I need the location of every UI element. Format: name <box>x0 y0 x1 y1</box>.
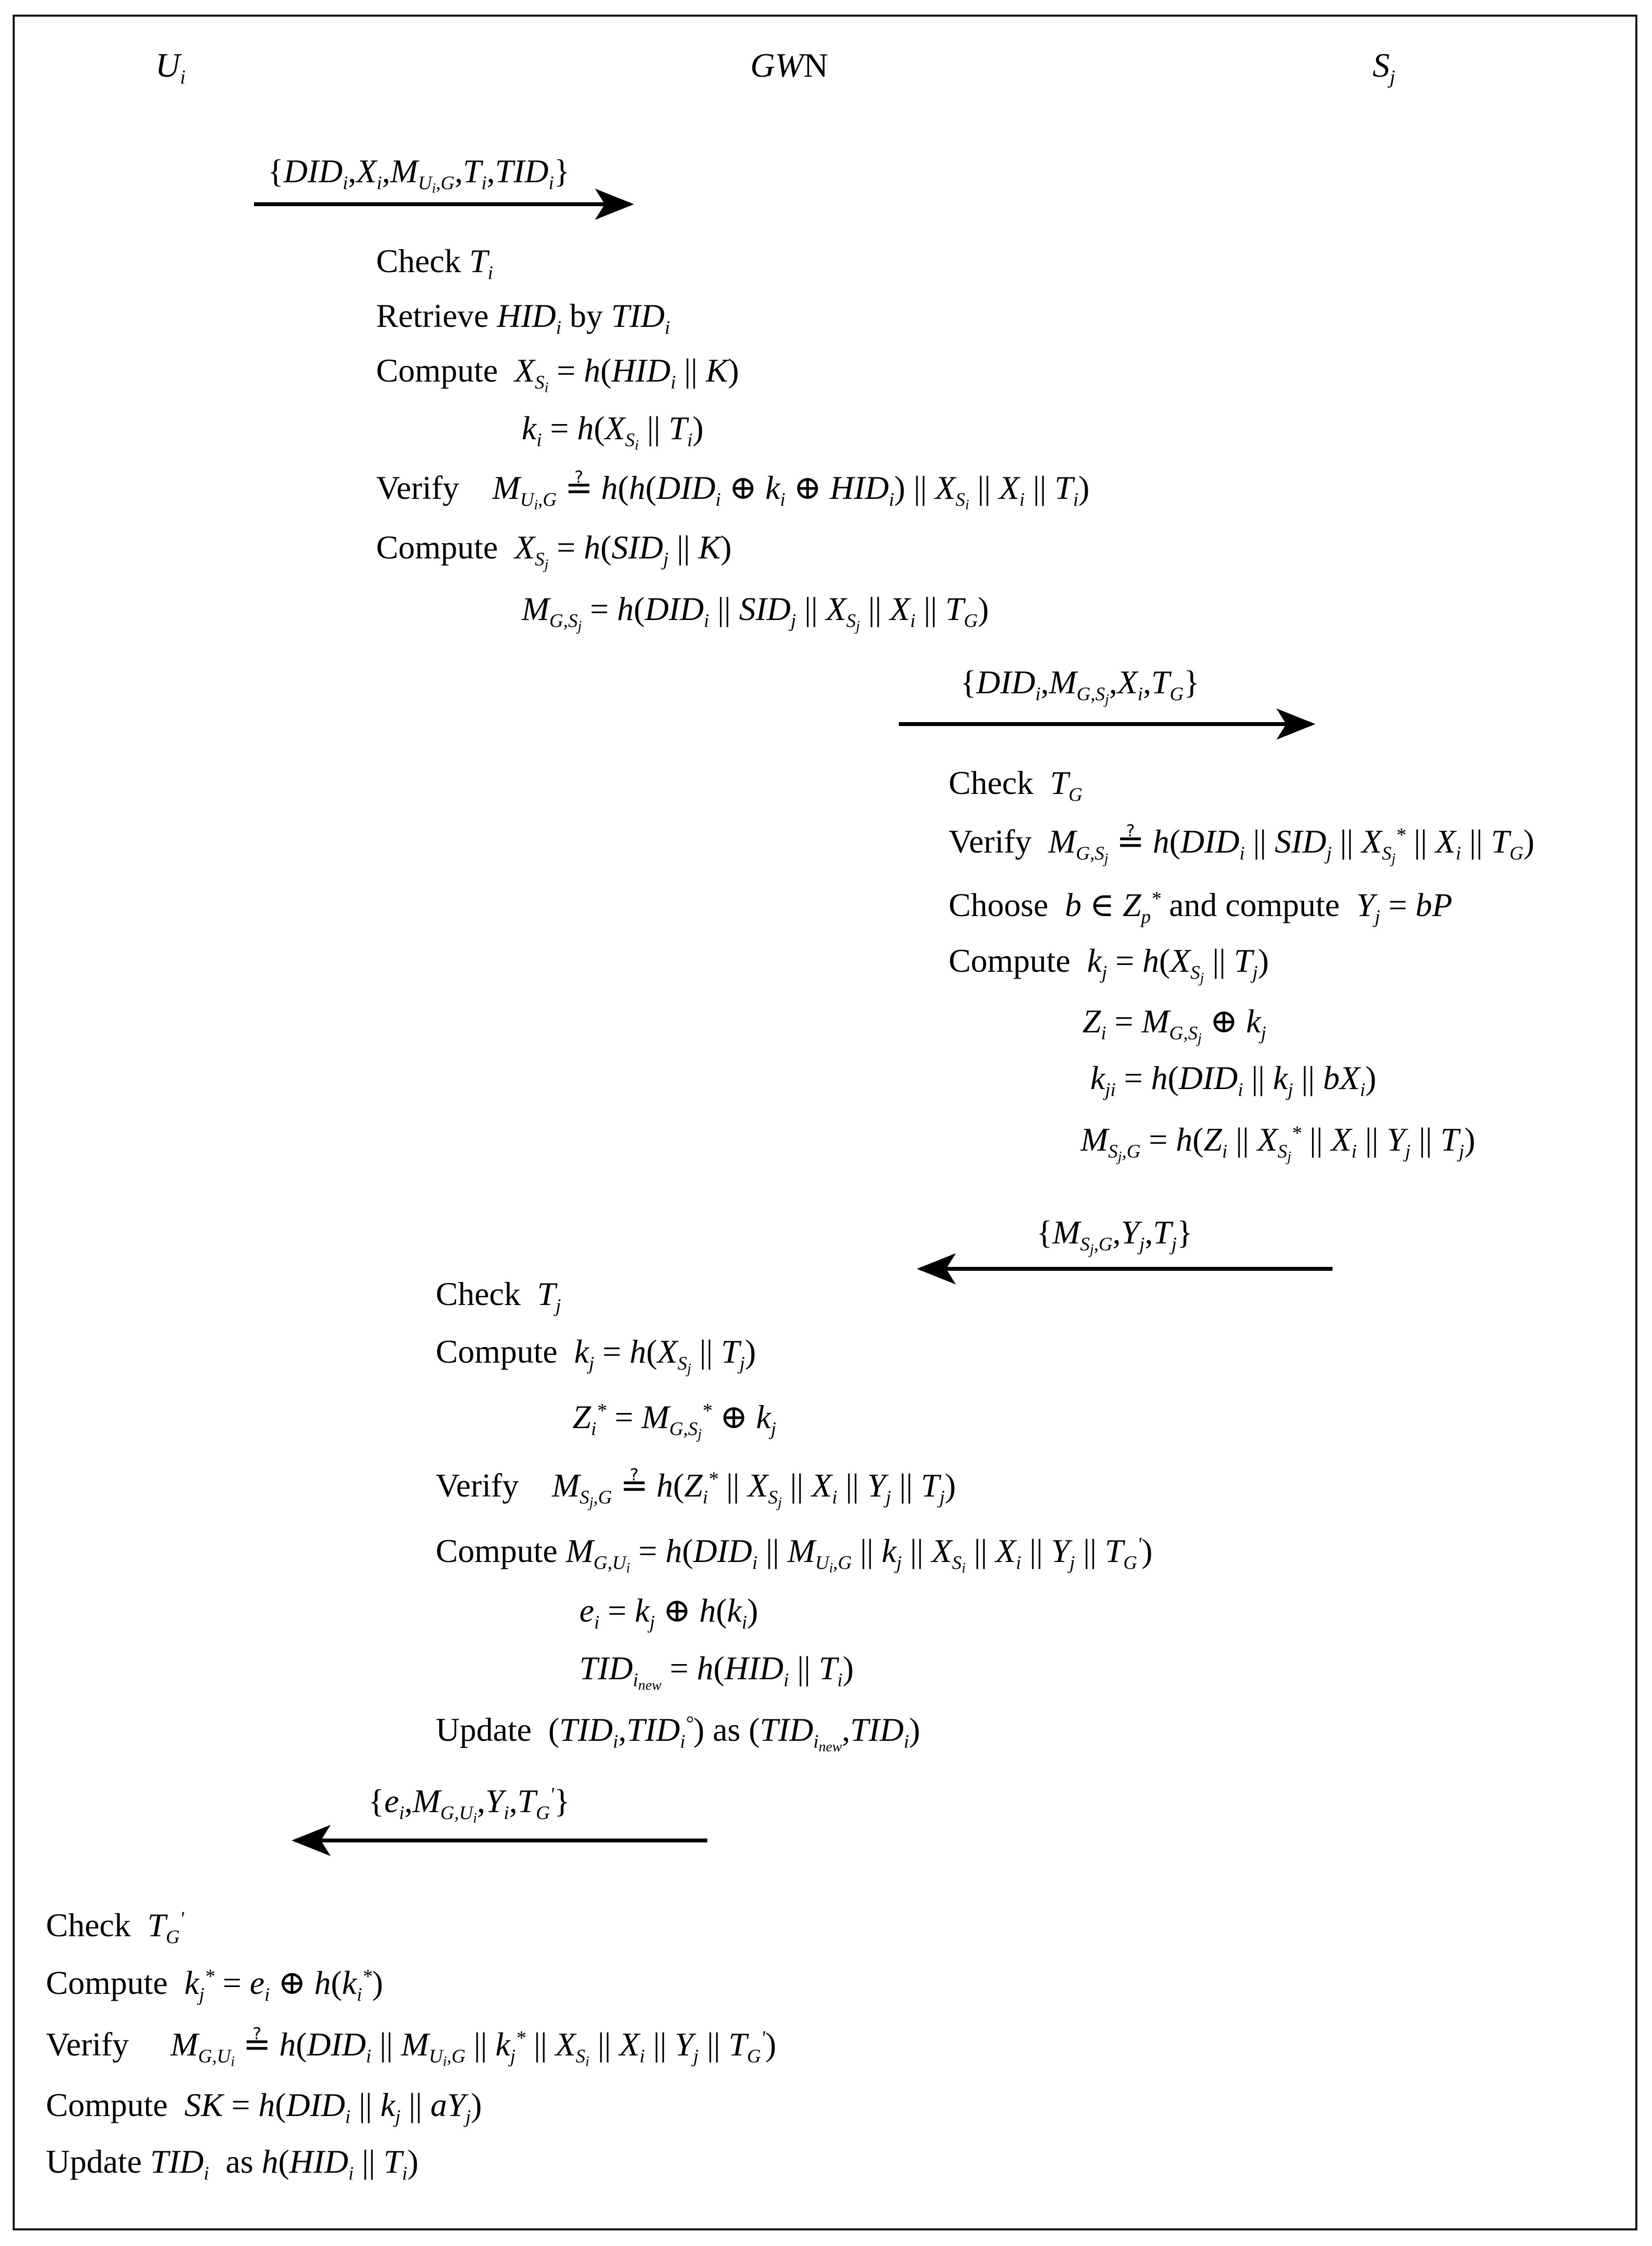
message-4: $\{e_i,M_{G,U_i},Y_i,T_G'\}$ <box>368 1782 570 1826</box>
sj-compute-msjg: $M_{S_j,G} = h(Z_i$ || $X_{S_j}^*$ || $X_i$ || $Y_j$ || $T_j$) <box>1080 1121 1476 1165</box>
sj-compute-zi: $Z_i = M_{G,S_j}$ ⊕ $k_j$ <box>1082 1003 1267 1047</box>
gwn1-compute-mgsj: $M_{G,S_j} = h(DID_i$ || $SID_j$ || $X_{S_j}$ || $X_i$ || $T_G$) <box>522 590 989 634</box>
gwn2-update-tid: Update $(TID_i,TID_i^\circ)$ as $(TID_{i_{new}},TID_i)$ <box>436 1711 920 1755</box>
message-3: $\{M_{S_j,G},Y_j,T_j\}$ <box>1037 1214 1193 1258</box>
ui-check-tg: Check $T_G'$ <box>46 1906 184 1947</box>
gwn1-compute-ki: $k_i = h(X_{S_i}$ || $T_i$) <box>522 409 704 453</box>
gwn1-compute-xsj: Compute $X_{S_j} = h(SID_j$ || K) <box>376 529 732 573</box>
sj-compute-kji: $k_{ji} = h(DID_i$ || $k_j$ || $bX_i$) <box>1090 1059 1377 1100</box>
gwn2-compute-ei: $e_i = k_j$ ⊕ $h(k_i)$ <box>579 1592 759 1633</box>
gwn1-retrieve-hid: Retrieve $HID_i$ by $TID_i$ <box>376 297 670 338</box>
gwn2-compute-kj: Compute $k_j = h(X_{S_j}$ || $T_j$) <box>436 1333 756 1377</box>
gwn1-verify-mug: Verify $M_{U_i,G}$ ≟ $h(h(DID_i$ ⊕ $k_i$ ⊕ $HID_i$) || $X_{S_i}$ || $X_i$ || $T_i$) <box>376 469 1090 513</box>
gwn1-compute-xsi: Compute $X_{S_i} = h(HID_i$ || K) <box>376 352 739 396</box>
gwn2-compute-mgui: Compute $M_{G,U_i} = h(DID_i$ || $M_{U_i,G}$ || $k_j$ || $X_{S_i}$ || $X_i$ || $Y_j$ || $T_G'$) <box>436 1532 1153 1576</box>
ui-update-tid: Update $TID_i$ as $h(HID_i$ || $T_i$) <box>46 2143 419 2184</box>
ui-verify-mgui: Verify $M_{G,U_i}$ ≟ $h(DID_i$ || $M_{U_i,G}$ || $k_j^*$ || $X_{S_i}$ || $X_i$ || $Y_j$ || $T_G'$) <box>46 2026 777 2070</box>
party-gateway: GWN <box>750 47 828 85</box>
gwn2-compute-tidnew: $TID_{i_{new}} = h(HID_i$ || $T_i$) <box>579 1649 854 1693</box>
gwn2-verify-msjg: Verify $M_{S_j,G}$ ≟ $h(Z_i^*$ || $X_{S_j}$ || $X_i$ || $Y_j$ || $T_j$) <box>436 1467 956 1511</box>
sj-check-tg: Check $T_G$ <box>949 764 1083 805</box>
party-user: $U_i$ <box>155 47 186 88</box>
gwn2-check-tj: Check $T_j$ <box>436 1275 561 1316</box>
ui-compute-sk: Compute SK = $h(DID_i$ || $k_j$ || $aY_j$) <box>46 2086 482 2127</box>
gwn2-compute-zi: $Z_i^* = M_{G,S_j}^*$ ⊕ $k_j$ <box>572 1398 776 1442</box>
sj-choose-b: Choose b ∈ $Z_p^*$ and compute $Y_j$ = bP <box>949 886 1453 927</box>
message-2: $\{DID_i,M_{G,S_j},X_i,T_G\}$ <box>960 663 1200 707</box>
sj-compute-kj: Compute $k_j = h(X_{S_j}$ || $T_j$) <box>949 942 1269 986</box>
party-sensor: $S_j$ <box>1373 47 1396 88</box>
gwn1-check-ti: Check $T_i$ <box>376 242 493 283</box>
sj-verify-mgsj: Verify $M_{G,S_j}$ ≟ $h(DID_i$ || $SID_j$ || $X_{S_j}^*$ || $X_i$ || $T_G$) <box>949 823 1535 867</box>
message-1: $\{DID_i,X_i,M_{U_i,G},T_i,TID_i\}$ <box>268 152 570 196</box>
ui-compute-kj: Compute $k_j^* = e_i$ ⊕ $h(k_i^*)$ <box>46 1964 383 2005</box>
